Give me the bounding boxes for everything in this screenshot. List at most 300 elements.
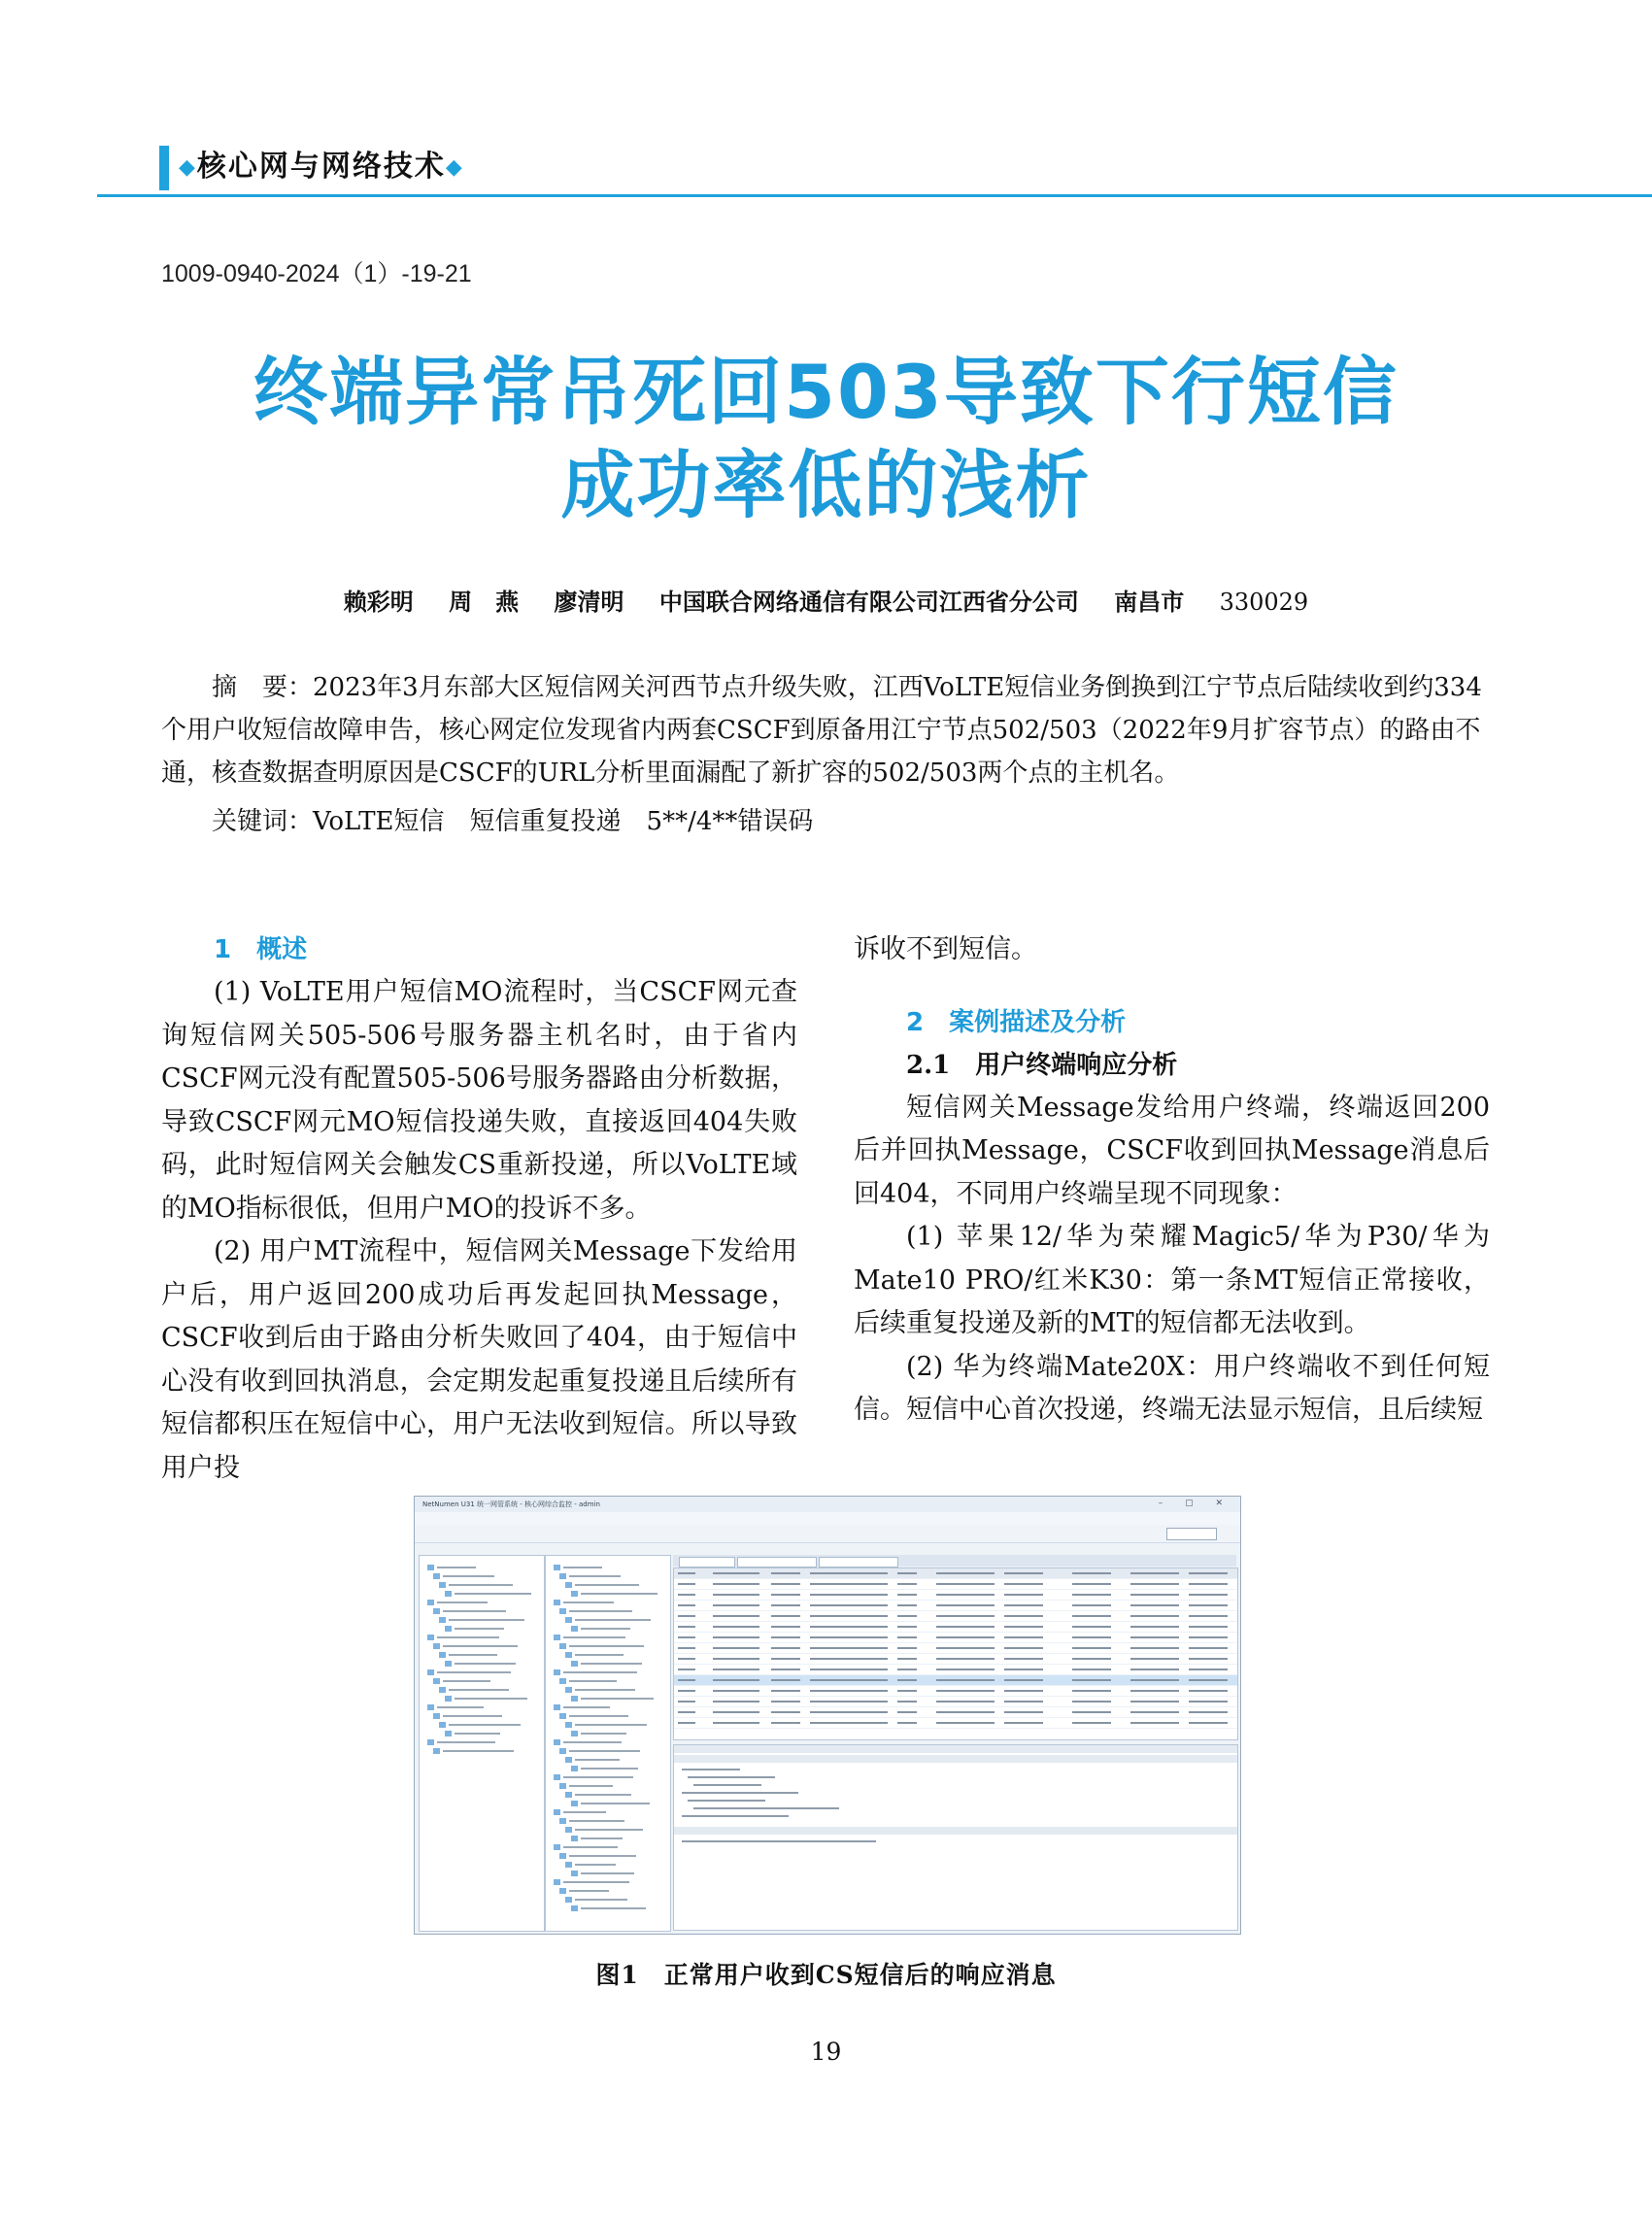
table-cell (810, 1690, 888, 1692)
folder-icon (439, 1582, 446, 1588)
folder-icon (571, 1731, 578, 1736)
table-cell (771, 1594, 800, 1596)
tree-node (571, 1835, 668, 1842)
folder-icon (445, 1696, 452, 1702)
tree-node-label (437, 1636, 499, 1638)
table-cell (1130, 1615, 1179, 1617)
tree-node-label (581, 1593, 657, 1595)
tree-node-label (563, 1776, 633, 1778)
table-cell (1072, 1636, 1111, 1638)
folder-icon (571, 1696, 578, 1702)
decode-line (682, 1769, 740, 1770)
table-cell (1004, 1679, 1043, 1681)
folder-icon (427, 1704, 434, 1710)
folder-icon (427, 1635, 434, 1640)
decode-line (693, 1784, 761, 1786)
table-cell (936, 1604, 995, 1606)
table-row (674, 1579, 1237, 1590)
folder-icon (433, 1748, 440, 1754)
tree-node-label (563, 1846, 618, 1848)
decode-line (688, 1800, 765, 1802)
decode-line (693, 1807, 839, 1809)
window-controls: – ▢ ✕ (1158, 1499, 1232, 1508)
tree-node-label (575, 1619, 651, 1621)
table-cell (1130, 1594, 1179, 1596)
folder-icon (554, 1774, 560, 1780)
table-cell (1189, 1701, 1228, 1702)
table-cell (897, 1626, 917, 1628)
table-cell (1130, 1711, 1179, 1713)
tree-node-label (563, 1811, 606, 1813)
tree-node (571, 1590, 668, 1598)
tree-node (439, 1721, 536, 1729)
tree-node (439, 1616, 536, 1624)
folder-icon (565, 1792, 572, 1798)
table-cell (897, 1722, 917, 1724)
abstract-text: 2023年3月东部大区短信网关河西节点升级失败，江西VoLTE短信业务倒换到江宁节点后陆续收到约334个用户收短信故障申告，核心网定位发现省内两套CSCF到原备用江宁节点502/503（2022年9月扩容节点）的路由不通，核查数据查明原因是CSCF的URL分析里面漏配了新扩容的502/503两个点的主机名。 (161, 673, 1482, 788)
panel-header (674, 1755, 1237, 1763)
screenshot-tab (679, 1557, 735, 1568)
table-cell (897, 1583, 917, 1585)
tree-node (445, 1660, 542, 1668)
table-cell (1189, 1658, 1228, 1660)
tree-node (565, 1896, 662, 1904)
table-cell (897, 1711, 917, 1713)
tree-node-label (437, 1601, 488, 1603)
tree-node-label (569, 1680, 617, 1682)
table-cell (1130, 1658, 1179, 1660)
table-cell (810, 1711, 888, 1713)
keywords-text: VoLTE短信 短信重复投递 5**/4**错误码 (313, 807, 814, 836)
table-row (674, 1718, 1237, 1729)
table-cell (897, 1658, 917, 1660)
table-cell (1072, 1647, 1111, 1649)
table-cell (1004, 1690, 1043, 1692)
table-cell (1189, 1572, 1228, 1574)
tree-node-label (575, 1724, 647, 1726)
tree-node-label (563, 1601, 614, 1603)
table-cell (1072, 1594, 1111, 1596)
folder-icon (554, 1879, 560, 1885)
table-cell (936, 1626, 995, 1628)
tree-node-label (455, 1628, 504, 1630)
table-cell (678, 1658, 695, 1660)
table-cell (1072, 1626, 1111, 1628)
tree-node (571, 1625, 668, 1633)
table-cell (1004, 1701, 1043, 1702)
keywords-label: 关键词： (212, 807, 314, 836)
tree-node (565, 1756, 662, 1764)
table-cell (1130, 1690, 1179, 1692)
table-cell (936, 1690, 995, 1692)
tree-node (433, 1712, 530, 1720)
tree-node (439, 1686, 536, 1694)
table-cell (1130, 1722, 1179, 1724)
table-cell (1004, 1626, 1043, 1628)
table-cell (678, 1679, 695, 1681)
tree-node-label (575, 1829, 643, 1831)
table-cell (810, 1636, 888, 1638)
table-cell (713, 1658, 759, 1660)
tree-node (559, 1887, 657, 1895)
screenshot-tab (819, 1557, 898, 1568)
table-cell (936, 1572, 995, 1574)
table-cell (810, 1626, 888, 1628)
folder-icon (433, 1643, 440, 1649)
tree-node (559, 1712, 657, 1720)
tree-node-label (569, 1715, 628, 1717)
tree-node (565, 1651, 662, 1659)
table-cell (1189, 1594, 1228, 1596)
table-cell (897, 1594, 917, 1596)
keywords (212, 800, 1494, 843)
folder-icon (571, 1801, 578, 1806)
table-cell (1130, 1626, 1179, 1628)
table-cell (1072, 1669, 1111, 1670)
tree-node-label (563, 1671, 637, 1673)
table-cell (678, 1701, 695, 1702)
table-row (674, 1686, 1237, 1697)
table-cell (771, 1615, 800, 1617)
tree-node-label (575, 1584, 639, 1586)
table-cell (1004, 1583, 1043, 1585)
table-cell (713, 1615, 759, 1617)
table-cell (1189, 1626, 1228, 1628)
table-row (674, 1643, 1237, 1654)
table-cell (1004, 1658, 1043, 1660)
screenshot-search-box (1166, 1528, 1217, 1540)
tree-node-label (437, 1671, 511, 1673)
left-column (161, 928, 797, 1490)
folder-icon (571, 1591, 578, 1597)
tree-node (554, 1669, 651, 1676)
folder-icon (559, 1643, 566, 1649)
tree-node (439, 1581, 536, 1589)
table-cell (936, 1615, 995, 1617)
tree-node (554, 1773, 651, 1781)
screenshot-message-tree (545, 1555, 671, 1932)
figure-screenshot (414, 1496, 1241, 1935)
table-row (674, 1707, 1237, 1718)
author-name: 赖彩明 (343, 588, 414, 616)
table-cell (771, 1604, 800, 1606)
author-postcode: 330029 (1219, 589, 1309, 616)
folder-icon (559, 1853, 566, 1859)
folder-icon (427, 1600, 434, 1605)
table-cell (678, 1711, 695, 1713)
folder-icon (439, 1722, 446, 1728)
subsection-heading: 2.1 用户终端响应分析 (906, 1050, 1178, 1080)
table-cell (1130, 1636, 1179, 1638)
folder-icon (554, 1844, 560, 1850)
table-header-row (674, 1568, 1237, 1579)
table-cell (936, 1583, 995, 1585)
table-cell (936, 1658, 995, 1660)
article-title-line-1: 终端异常吊死回503导致下行短信 (253, 349, 1399, 435)
abstract (161, 666, 1492, 794)
tree-node (559, 1747, 657, 1755)
paragraph: (2) 用户MT流程中，短信网关Message下发给用户后，用户返回200成功后再发起回执Message，CSCF收到后由于路由分析失败回了404，由于短信中心没有收到回执消息，会定期发起重复投递且后续所有短信都积压在短信中心，用户无法收到短信。所以导致用户投 (161, 1236, 797, 1483)
folder-icon (445, 1731, 452, 1736)
tree-node-label (455, 1733, 500, 1735)
table-cell (1072, 1722, 1111, 1724)
right-column (854, 928, 1490, 1433)
tree-node (554, 1808, 651, 1816)
tree-node-label (563, 1706, 610, 1708)
tree-node-label (569, 1785, 613, 1787)
folder-icon (571, 1871, 578, 1876)
table-cell (897, 1615, 917, 1617)
table-cell (810, 1679, 888, 1681)
folder-icon (433, 1608, 440, 1614)
tree-node-label (563, 1881, 629, 1883)
table-cell (1189, 1604, 1228, 1606)
tree-node (433, 1677, 530, 1685)
table-row (674, 1590, 1237, 1601)
abstract-label: 摘 要： (212, 673, 314, 702)
tree-node (565, 1861, 662, 1869)
header-accent-bar (159, 146, 169, 190)
table-cell (1189, 1690, 1228, 1692)
table-cell (713, 1594, 759, 1596)
table-cell (810, 1658, 888, 1660)
table-row (674, 1697, 1237, 1707)
table-cell (1130, 1604, 1179, 1606)
table-cell (771, 1679, 800, 1681)
table-cell (1130, 1679, 1179, 1681)
tree-node (571, 1905, 668, 1912)
tree-node-label (569, 1575, 621, 1577)
tree-node (559, 1677, 657, 1685)
table-cell (1189, 1636, 1228, 1638)
table-cell (1004, 1572, 1043, 1574)
diamond-icon: ◆ (179, 155, 197, 180)
folder-icon (554, 1739, 560, 1745)
tree-node (427, 1599, 524, 1606)
table-cell (810, 1647, 888, 1649)
screenshot-tab (737, 1557, 817, 1568)
tree-node-label (563, 1741, 622, 1743)
folder-icon (565, 1687, 572, 1693)
table-cell (771, 1701, 800, 1702)
table-row (674, 1622, 1237, 1633)
author-affiliation: 中国联合网络通信有限公司江西省分公司 (658, 588, 1079, 616)
table-cell (713, 1572, 759, 1574)
folder-icon (559, 1608, 566, 1614)
tree-node-label (455, 1593, 531, 1595)
table-cell (897, 1604, 917, 1606)
table-cell (810, 1669, 888, 1670)
table-cell (1004, 1604, 1043, 1606)
table-cell (713, 1711, 759, 1713)
table-cell (1130, 1647, 1179, 1649)
tree-node (559, 1607, 657, 1615)
table-cell (1189, 1722, 1228, 1724)
table-cell (810, 1604, 888, 1606)
tree-node-label (563, 1567, 602, 1568)
tree-node-label (581, 1628, 630, 1630)
tree-node (565, 1581, 662, 1589)
tree-node-label (575, 1794, 631, 1796)
table-row (674, 1611, 1237, 1622)
table-cell (1072, 1615, 1111, 1617)
table-row (674, 1675, 1237, 1686)
table-cell (810, 1583, 888, 1585)
table-cell (1189, 1583, 1228, 1585)
table-cell (713, 1701, 759, 1702)
table-cell (1130, 1572, 1179, 1574)
table-row (674, 1633, 1237, 1643)
paragraph: (1) VoLTE用户短信MO流程时，当CSCF网元查询短信网关505-506号服务器主机名时，由于省内CSCF网元没有配置505-506号服务器路由分析数据，导致CSCF网元MO短信投递失败，直接返回404失败码，此时短信网关会触发CS重新投递，所以VoLTE域的MO指标很低，但用户MO的投诉不多。 (161, 977, 797, 1224)
folder-icon (571, 1626, 578, 1632)
table-cell (810, 1701, 888, 1702)
tree-node-label (443, 1610, 506, 1612)
section-header-label: 核心网与网络技术 (196, 150, 446, 184)
tree-node-label (569, 1750, 640, 1752)
tree-node (433, 1642, 530, 1650)
table-cell (1004, 1636, 1043, 1638)
table-cell (713, 1722, 759, 1724)
table-cell (678, 1594, 695, 1596)
tree-node (565, 1616, 662, 1624)
tree-node (571, 1660, 668, 1668)
screenshot-menubar (415, 1512, 1240, 1525)
table-cell (1004, 1615, 1043, 1617)
table-cell (678, 1636, 695, 1638)
table-cell (1189, 1647, 1228, 1649)
table-cell (771, 1690, 800, 1692)
table-cell (1072, 1711, 1111, 1713)
screenshot-tabs (673, 1555, 1236, 1567)
table-cell (897, 1647, 917, 1649)
tree-node (554, 1878, 651, 1886)
folder-icon (559, 1573, 566, 1579)
folder-icon (433, 1573, 440, 1579)
table-row (674, 1665, 1237, 1675)
tree-node (427, 1634, 524, 1641)
tree-node-label (581, 1907, 646, 1909)
table-cell (771, 1658, 800, 1660)
tree-node-label (437, 1741, 495, 1743)
table-cell (810, 1722, 888, 1724)
tree-node-label (443, 1575, 494, 1577)
section-heading: 1 概述 (214, 935, 308, 964)
screenshot-ne-tree (419, 1555, 545, 1932)
table-cell (897, 1701, 917, 1702)
folder-icon (565, 1582, 572, 1588)
table-cell (678, 1647, 695, 1649)
paragraph: 短信网关Message发给用户终端，终端返回200后并回执Message，CSCF收到回执Message消息后回404，不同用户终端呈现不同现象： (854, 1092, 1490, 1209)
folder-icon (439, 1687, 446, 1693)
folder-icon (565, 1827, 572, 1833)
table-cell (1130, 1583, 1179, 1585)
tree-node-label (443, 1680, 490, 1682)
tree-node (559, 1852, 657, 1860)
table-cell (897, 1669, 917, 1670)
tree-node (427, 1738, 524, 1746)
folder-icon (571, 1766, 578, 1771)
tree-node-label (443, 1750, 514, 1752)
table-cell (678, 1604, 695, 1606)
table-cell (810, 1572, 888, 1574)
folder-icon (565, 1897, 572, 1903)
tree-node (445, 1590, 542, 1598)
tree-node (571, 1870, 668, 1877)
tree-node-label (443, 1715, 502, 1717)
table-cell (936, 1669, 995, 1670)
tree-node-label (563, 1636, 625, 1638)
tree-node (427, 1564, 524, 1571)
table-cell (713, 1647, 759, 1649)
tree-node (554, 1843, 651, 1851)
folder-icon (559, 1783, 566, 1789)
tree-node-label (437, 1567, 476, 1568)
folder-icon (554, 1565, 560, 1570)
paragraph: (2) 华为终端Mate20X：用户终端收不到任何短信。短信中心首次投递，终端无法显示短信，且后续短 (854, 1351, 1490, 1425)
screenshot-decode-panel (673, 1744, 1238, 1931)
table-cell (1072, 1583, 1111, 1585)
table-cell (936, 1679, 995, 1681)
table-cell (897, 1679, 917, 1681)
table-cell (713, 1626, 759, 1628)
tree-node-label (581, 1803, 650, 1804)
folder-icon (554, 1669, 560, 1675)
table-cell (1072, 1658, 1111, 1660)
table-cell (810, 1594, 888, 1596)
figure-caption: 图1 正常用户收到CS短信后的响应消息 (595, 1961, 1057, 1989)
section-heading: 2 案例描述及分析 (906, 1007, 1127, 1037)
tree-node-label (569, 1645, 644, 1647)
folder-icon (433, 1678, 440, 1684)
table-cell (1004, 1722, 1043, 1724)
tree-node-label (455, 1663, 516, 1665)
table-cell (771, 1722, 800, 1724)
author-city: 南昌市 (1114, 588, 1185, 616)
tree-node (554, 1738, 651, 1746)
table-cell (1189, 1669, 1228, 1670)
folder-icon (559, 1713, 566, 1719)
table-cell (1072, 1679, 1111, 1681)
table-cell (713, 1636, 759, 1638)
folder-icon (439, 1617, 446, 1623)
header-rule (97, 194, 1652, 197)
table-cell (678, 1722, 695, 1724)
tree-node-label (575, 1654, 624, 1656)
table-cell (678, 1583, 695, 1585)
table-cell (810, 1615, 888, 1617)
tree-node (559, 1782, 657, 1790)
tree-node (439, 1651, 536, 1659)
tree-node (565, 1721, 662, 1729)
table-row (674, 1654, 1237, 1665)
table-cell (897, 1690, 917, 1692)
tree-node-label (575, 1759, 620, 1761)
table-cell (678, 1690, 695, 1692)
tree-node-label (449, 1619, 524, 1621)
tree-node-label (581, 1837, 623, 1839)
table-cell (771, 1711, 800, 1713)
table-cell (897, 1572, 917, 1574)
table-cell (1189, 1711, 1228, 1713)
tree-node-label (437, 1706, 484, 1708)
screenshot-message-table (673, 1568, 1238, 1740)
folder-icon (571, 1661, 578, 1667)
folder-icon (554, 1600, 560, 1605)
tree-node-label (449, 1584, 513, 1586)
tree-node (565, 1686, 662, 1694)
table-cell (936, 1636, 995, 1638)
table-cell (1072, 1604, 1111, 1606)
